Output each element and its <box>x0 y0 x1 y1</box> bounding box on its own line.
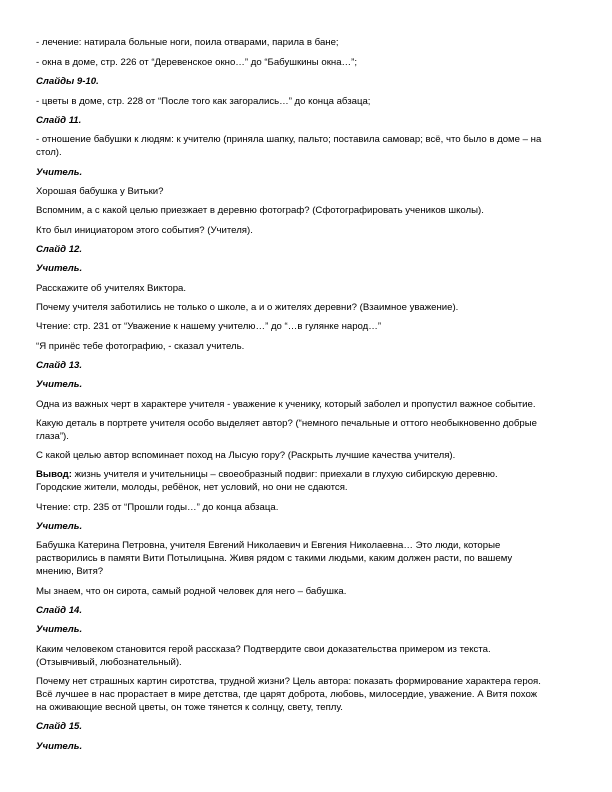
slide-heading: Слайды 9-10. <box>36 76 99 87</box>
text-line: - окна в доме, стр. 226 от “Деревенское окно…” до “Бабушкины окна…”; <box>36 57 357 68</box>
slide-heading: Слайд 15. <box>36 721 83 732</box>
slide-heading: Слайд 11. <box>36 115 82 126</box>
text-line: - цветы в доме, стр. 228 от “После того как загорались…” до конца абзаца; <box>36 96 371 107</box>
text-line: глаза”). <box>36 431 69 442</box>
text-line: Хорошая бабушка у Витьки? <box>36 186 164 197</box>
text-line: Бабушка Катерина Петровна, учителя Евгений Николаевич и Евгения Николаевна… Это люди, которые <box>36 540 501 551</box>
text-line: Чтение: стр. 235 от “Прошли годы…” до конца абзаца. <box>36 502 279 513</box>
text-line: “Я принёс тебе фотографию, - сказал учитель. <box>36 341 245 352</box>
teacher-heading: Учитель. <box>36 263 83 274</box>
text-line: на оживающие весной цветы, он тоже тянется к солнцу, свету, теплу. <box>36 702 343 713</box>
text-line: Вспомним, а с какой целью приезжает в деревню фотограф? (Сфотографировать учеников школы). <box>36 205 484 216</box>
text-line: - лечение: натирала больные ноги, поила отварами, парила в бане; <box>36 37 339 48</box>
text-line: С какой целью автор вспоминает поход на Лысую гору? (Раскрыть лучшие качества учителя). <box>36 450 456 461</box>
text-line: Расскажите об учителях Виктора. <box>36 283 187 294</box>
conclusion-line <box>36 468 584 481</box>
slide-heading: Слайд 14. <box>36 605 83 616</box>
text-line: мнению, Витя? <box>36 566 104 577</box>
text-line: (Отзывчивый, любознательный). <box>36 657 182 668</box>
text-line: Чтение: стр. 231 от “Уважение к нашему учителю…” до “…в гулянке народ…” <box>36 321 382 332</box>
text-line: Почему нет страшных картин сиротства, трудной жизни? Цель автора: показать формирование характера героя. <box>36 676 541 687</box>
slide-heading: Слайд 13. <box>36 360 83 371</box>
text-line: стол). <box>36 147 62 158</box>
text-line: Кто был инициатором этого события? (Учителя). <box>36 225 253 236</box>
text-line: Городские жители, молоды, ребёнок, нет условий, но они не сдаются. <box>36 482 348 493</box>
text-line: Каким человеком становится герой рассказа? Подтвердите свои доказательства примером из текста. <box>36 644 491 655</box>
conclusion-text: жизнь учителя и учительницы – своеобразный подвиг: приехали в глухую сибирскую деревню. <box>71 469 498 480</box>
text-line: Одна из важных черт в характере учителя - уважение к ученику, который заболел и пропустил важное событие. <box>36 399 536 410</box>
teacher-heading: Учитель. <box>36 741 83 752</box>
text-line: Какую деталь в портрете учителя особо выделяет автор? (“немного печальные и оттого необыкновенно добрые <box>36 418 537 429</box>
teacher-heading: Учитель. <box>36 624 83 635</box>
teacher-heading: Учитель. <box>36 521 83 532</box>
conclusion-label: Вывод: <box>36 469 72 480</box>
slide-heading: Слайд 12. <box>36 244 83 255</box>
text-line: Почему учителя заботились не только о школе, а и о жителях деревни? (Взаимное уважение). <box>36 302 459 313</box>
text-line: Мы знаем, что он сирота, самый родной человек для него – бабушка. <box>36 586 347 597</box>
text-line: - отношение бабушки к людям: к учителю (приняла шапку, пальто; поставила самовар; всё, что было в доме – на <box>36 134 542 145</box>
text-line: растворились в памяти Вити Потылицына. Живя рядом с такими людьми, каким должен расти, по вашему <box>36 553 513 564</box>
teacher-heading: Учитель. <box>36 167 83 178</box>
text-line: Всё лучшее в нас прорастает в мире детства, где царят доброта, любовь, милосердие, уважение. А Витя похож <box>36 689 538 700</box>
teacher-heading: Учитель. <box>36 379 83 390</box>
